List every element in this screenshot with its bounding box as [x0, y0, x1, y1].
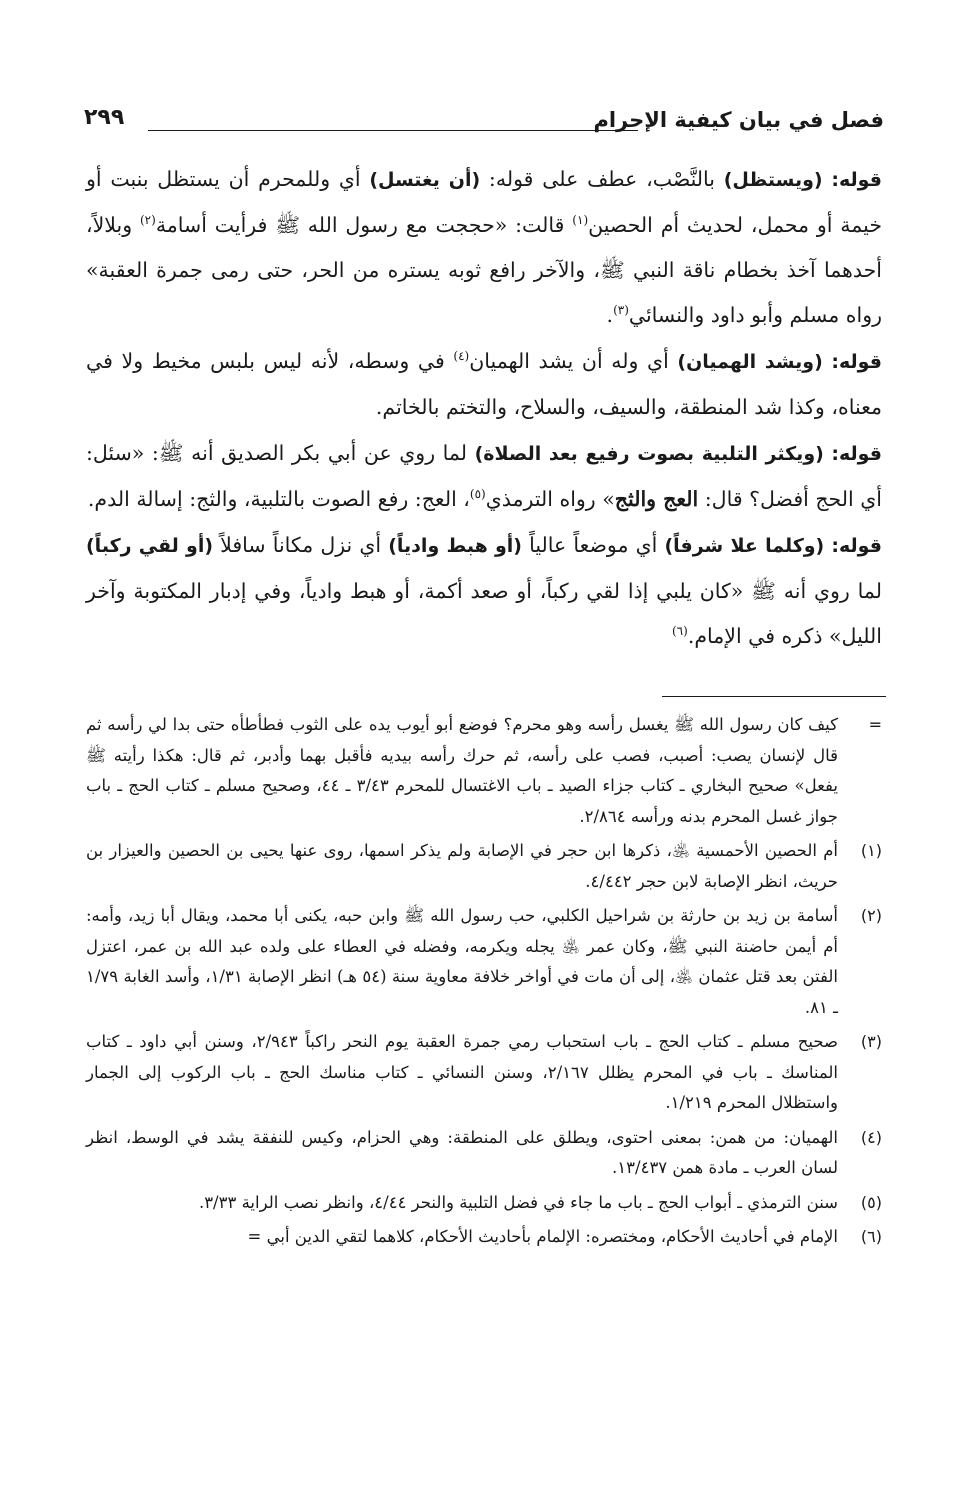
paragraph-sharaf	[86, 523, 882, 659]
footnote-ref: (٦)	[671, 624, 688, 639]
footnote-marker: (٢)	[860, 906, 882, 925]
paragraph-text: أي وللمحرم أن يستظل بنبت أو خيمة أو محمل، لحديث أم الحصين	[86, 167, 883, 237]
footnote-2	[86, 901, 882, 1023]
paragraph-text: أي وله أن يشد الهميان	[469, 349, 678, 373]
footnote-marker: (٣)	[860, 1032, 882, 1051]
page-number: ٢٩٩	[84, 105, 125, 130]
lead-word: قوله:	[831, 169, 882, 191]
paragraph-text: » رواه الترمذي	[485, 487, 615, 511]
paragraph-text: في وسطه، لأنه ليس بلبس مخيط ولا في معناه، وكذا شد المنطقة، والسيف، والسلاح، والتختم بالخاتم.	[86, 349, 882, 419]
footnote-6	[86, 1222, 882, 1253]
footnote-ref: (٥)	[469, 487, 486, 502]
keyword: (أو هبط وادياً)	[388, 535, 522, 557]
paragraph-text: ، العج: رفع الصوت بالتلبية، والثج: إسالة الدم.	[87, 487, 470, 511]
paragraph-talbiya	[86, 431, 882, 522]
keyword: (ويشد الهميان)	[677, 351, 823, 373]
footnotes	[86, 710, 882, 1257]
paragraph-text: .	[606, 303, 614, 327]
footnote-continued	[86, 710, 882, 832]
main-text	[86, 157, 882, 659]
footnote-text: أسامة بن زيد بن حارثة بن شراحيل الكلبي، حب رسول الله ﷺ وابن حبه، يكنى أبا محمد، ويقال أبا زيد، وأمه: أم أيمن حاضنة النبي ﷺ، وكان عمر ﵁ يجله ويكرمه، وفضله في العطاء على ولده عبد الله بن عمر، اعتزل الفتن بعد قتل عثمان ﵁، إلى أن مات في أواخر خلافة معاوية سنة (٥٤ هـ) انظر الإصابة ١/٣١، وأسد الغابة ١/٧٩ ـ ٨١.	[86, 906, 838, 1017]
footnote-3	[86, 1027, 882, 1119]
paragraph-text: لما روي أنه ﷺ «كان يلبي إذا لقي ركباً، أو صعد أكمة، أو هبط وادياً، وفي إدبار المكتوبة وآخر الليل» ذكره في الإمام.	[86, 579, 882, 648]
footnote-4	[86, 1123, 882, 1184]
footnote-text: كيف كان رسول الله ﷺ يغسل رأسه وهو محرم؟ فوضع أبو أيوب يده على الثوب فطأطأه حتى بدا لي رأسه ثم قال لإنسان يصب: أصبب، فصب على رأسه، ثم حرك رأسه بيديه فأقبل بهما وأدبر، ثم قال: هكذا رأيته ﷺ يفعل» صحيح البخاري ـ كتاب جزاء الصيد ـ باب الاغتسال للمحرم ٣/٤٣ ـ ٤٤، وصحيح مسلم ـ كتاب الحج ـ باب جواز غسل المحرم بدنه ورأسه ٢/٨٦٤.	[86, 715, 838, 826]
keyword: (وكلما علا شرفاً)	[664, 535, 825, 557]
footnote-text: أم الحصين الأحمسية ﵁، ذكرها ابن حجر في الإصابة ولم يذكر اسمها، روى عنها يحيى بن الحصين والعيزار بن حريث، انظر الإصابة لابن حجر ٤/٤٤٢.	[86, 841, 838, 891]
lead-word: قوله:	[831, 351, 882, 373]
footnote-5	[86, 1188, 882, 1219]
lead-word: قوله:	[831, 535, 882, 557]
paragraph-yastazill	[86, 157, 882, 338]
footnote-ref: (٣)	[613, 303, 629, 318]
footnote-marker: =	[868, 715, 882, 734]
footnote-separator	[662, 696, 886, 697]
lead-word: قوله:	[831, 443, 882, 465]
footnote-ref: (١)	[572, 213, 589, 228]
footnote-1	[86, 836, 882, 897]
paragraph-text: بالنَّصْب، عطف على قوله:	[480, 167, 724, 191]
running-header	[84, 100, 884, 140]
header-rule	[148, 130, 638, 131]
paragraph-text: أي موضعاً عالياً	[521, 533, 665, 557]
footnote-ref: (٢)	[139, 213, 156, 228]
bold-phrase: العج والثج	[614, 487, 699, 511]
keyword: (أو لقي ركباً)	[86, 535, 214, 557]
paragraph-text: لما روي عن أبي بكر الصديق أنه ﷺ: «سئل: أي الحج أفضل؟ قال:	[86, 441, 882, 511]
paragraph-text: وبلالاً، أحدهما آخذ بخطام ناقة النبي ﷺ، والآخر رافع ثوبه يستره من الحر، حتى رمى جمرة العقبة» رواه مسلم وأبو داود والنسائي	[86, 213, 882, 327]
footnote-text: صحيح مسلم ـ كتاب الحج ـ باب استحباب رمي جمرة العقبة يوم النحر راكباً ٢/٩٤٣، وسنن أبي داود ـ كتاب المناسك ـ باب في المحرم يظلل ٢/١٦٧، وسنن النسائي ـ كتاب مناسك الحج ـ باب الركوب إلى الجمار واستظلال المحرم ١/٢١٩.	[86, 1032, 838, 1112]
footnote-marker: (٥)	[860, 1192, 882, 1212]
header-title: فصل في بيان كيفية الإحرام	[593, 108, 884, 132]
footnote-text: الإمام في أحاديث الأحكام، ومختصره: الإلمام بأحاديث الأحكام، كلاهما لتقي الدين أبي =	[247, 1227, 838, 1246]
keyword: (ويكثر التلبية بصوت رفيع بعد الصلاة)	[474, 443, 824, 465]
paragraph-hamyan	[86, 339, 882, 430]
keyword: (ويستظل)	[723, 169, 823, 191]
footnote-ref: (٤)	[453, 349, 470, 364]
footnote-marker: (٤)	[860, 1127, 882, 1147]
keyword: (أن يغتسل)	[369, 169, 481, 191]
paragraph-text: قالت: «حججت مع رسول الله ﷺ فرأيت أسامة	[155, 213, 573, 237]
footnote-marker: (١)	[860, 841, 882, 860]
paragraph-text: أي نزل مكاناً سافلاً	[213, 533, 389, 557]
footnote-text: سنن الترمذي ـ أبواب الحج ـ باب ما جاء في فضل التلبية والنحر ٤/٤٤، وانظر نصب الراية ٣/٣٣.	[198, 1192, 838, 1212]
footnote-text: الهميان: من همن: بمعنى احتوى، ويطلق على المنطقة: وهي الحزام، وكيس للنفقة يشد في الوسط، انظر لسان العرب ـ مادة همن ١٣/٤٣٧.	[86, 1127, 838, 1177]
footnote-marker: (٦)	[860, 1227, 882, 1246]
